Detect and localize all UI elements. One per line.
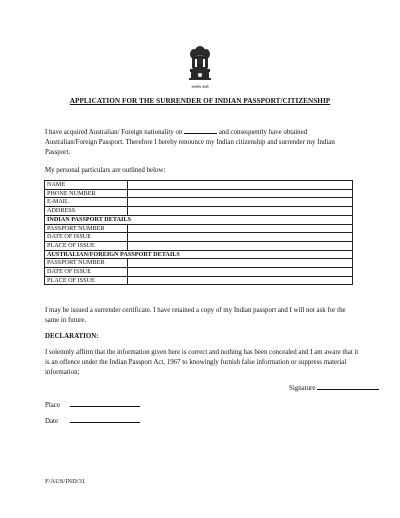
field-label: PLACE OF ISSUE (45, 276, 128, 285)
section-header-label: AUSTRALIAN/FOREIGN PASSPORT DETAILS (45, 250, 353, 259)
place-label: Place (45, 402, 60, 409)
field-label: ADDRESS (45, 207, 128, 216)
particulars-table (44, 180, 353, 285)
page-title: APPLICATION FOR THE SURRENDER OF INDIAN PASSPORT/CITIZENSHIP (69, 97, 331, 105)
declaration-paragraph: I solemnly affirm that the information given here is correct and nothing has been concealed and I am aware that it is an offence under the Indian Passport Act, 1967 to knowingly furnish false information or suppress material information; (45, 349, 359, 376)
field-value-cell[interactable] (128, 189, 353, 198)
intro-text-part1: I have acquired Australian/ Foreign nationality on (45, 129, 183, 136)
table-row (45, 259, 353, 268)
table-row (45, 207, 353, 216)
field-label: PASSPORT NUMBER (45, 224, 128, 233)
field-value-cell[interactable] (128, 241, 353, 250)
date-line[interactable] (70, 422, 140, 423)
intro-text-part2: and consequently have obtained Australian/Foreign Passport. Therefore I hereby renounce my Indian citizenship and surrender my Indian Passport. (45, 129, 335, 156)
particulars-intro: My personal particulars are outlined below: (45, 167, 166, 174)
table-row (45, 181, 353, 190)
field-label: PASSPORT NUMBER (45, 259, 128, 268)
table-row (45, 189, 353, 198)
date-field (45, 417, 140, 427)
table-section-header (45, 250, 353, 259)
table-row (45, 241, 353, 250)
field-value-cell[interactable] (128, 207, 353, 216)
field-value-cell[interactable] (128, 198, 353, 207)
emblem-motto: सत्यमेव जयते (191, 85, 209, 89)
table-row (45, 276, 353, 285)
field-label: NAME (45, 181, 128, 190)
declaration-heading: DECLARATION: (45, 333, 99, 340)
signature-field (289, 384, 379, 394)
date-label: Date (45, 418, 59, 425)
table-row (45, 198, 353, 207)
section-header-label: INDIAN PASSPORT DETAILS (45, 215, 353, 224)
table-section-header (45, 215, 353, 224)
field-value-cell[interactable] (128, 181, 353, 190)
field-label: DATE OF ISSUE (45, 233, 128, 242)
field-label: E-MAIL (45, 198, 128, 207)
field-value-cell[interactable] (128, 259, 353, 268)
field-label: DATE OF ISSUE (45, 268, 128, 277)
field-value-cell[interactable] (128, 233, 353, 242)
field-value-cell[interactable] (128, 268, 353, 277)
signature-label: Signature (289, 385, 316, 392)
field-label: PLACE OF ISSUE (45, 241, 128, 250)
intro-paragraph (45, 128, 359, 158)
nationality-date-blank[interactable] (184, 133, 217, 134)
place-field (45, 401, 140, 411)
form-code: F/AUS/IND/31 (45, 478, 86, 485)
place-line[interactable] (70, 406, 140, 407)
field-value-cell[interactable] (128, 276, 353, 285)
table-row (45, 224, 353, 233)
certificate-request-paragraph: I may be issued a surrender certificate. I have retained a copy of my Indian passport and I will not ask for the same in future. (45, 307, 346, 324)
field-label: PHONE NUMBER (45, 189, 128, 198)
table-row (45, 268, 353, 277)
table-row (45, 233, 353, 242)
signature-line[interactable] (317, 389, 379, 390)
national-emblem-icon (185, 45, 215, 85)
field-value-cell[interactable] (128, 224, 353, 233)
